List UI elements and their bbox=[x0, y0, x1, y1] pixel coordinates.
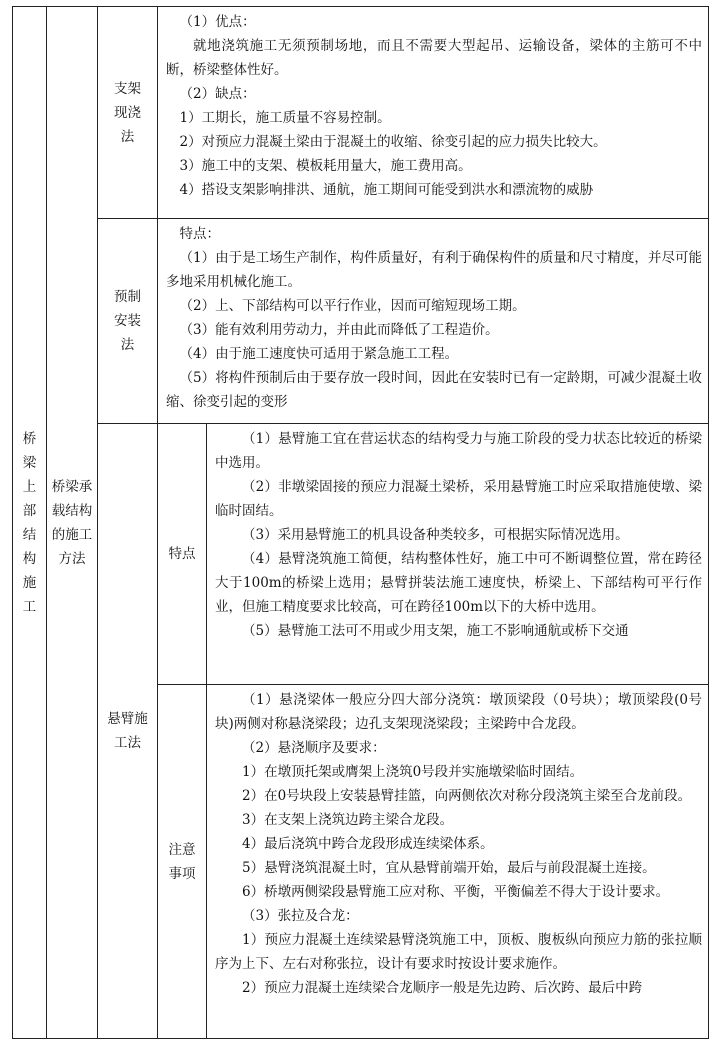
text-line: 3）在支架上浇筑边跨主梁合龙段。 bbox=[242, 812, 454, 828]
text-line: 3）施工中的支架、模板耗用量大，施工费用高。 bbox=[179, 158, 472, 174]
text-line: （2）非墩梁固接的预应力混凝土梁桥，采用悬臂施工时应采取措施使墩、梁临时固结。 bbox=[215, 479, 702, 519]
text-line: 1）工期长，施工质量不容易控制。 bbox=[179, 110, 391, 126]
method-label-yuzhi: 预制安装法 bbox=[114, 289, 141, 353]
text-line: （2）缺点： bbox=[179, 86, 256, 102]
text-line: 6）桥墩两侧梁段悬臂施工应对称、平衡，平衡偏差不得大于设计要求。 bbox=[242, 884, 670, 900]
method-label-cell bbox=[98, 7, 158, 219]
sub-label-zhuyi: 注意事项 bbox=[168, 841, 196, 882]
text-line: 1）在墩顶托架或膺架上浇筑0号段并实施墩梁临时固结。 bbox=[242, 764, 584, 780]
text-line: 4）搭设支架影响排洪、通航，施工期间可能受到洪水和漂流物的威胁 bbox=[179, 182, 594, 198]
sub-content-zhuyi bbox=[207, 685, 709, 1039]
text-line: （3）能有效利用劳动力，并由此而降低了工程造价。 bbox=[179, 322, 499, 338]
text-line: 1）预应力混凝土连续梁悬臂浇筑施工中，顶板、腹板纵向预应力筋的张拉顺序为上下、左右对称张拉，设计有要求时按设计要求施作。 bbox=[215, 932, 702, 972]
method-content-yuzhi bbox=[158, 219, 709, 424]
text-line: 2）预应力混凝土连续梁合龙顺序一般是先边跨、后次跨、最后中跨 bbox=[242, 980, 643, 996]
text-line: （1）优点： bbox=[179, 14, 256, 30]
sub-content-tedian bbox=[207, 424, 709, 685]
method-label-cell bbox=[98, 219, 158, 424]
sub-label-cell bbox=[158, 685, 207, 1039]
text-line: （3）张拉及合龙： bbox=[242, 908, 359, 924]
category-label: 桥梁上部结构施工 bbox=[22, 430, 37, 615]
method-label-cell bbox=[98, 424, 158, 1039]
subcategory-cell bbox=[47, 7, 98, 1039]
text-line: 2）在0号块段上安装悬臂挂篮，向两侧依次对称分段浇筑主梁至合龙前段。 bbox=[242, 788, 692, 804]
text-line: 就地浇筑施工无须预制场地，而且不需要大型起吊、运输设备，梁体的主筋可不中断，桥梁整体性好。 bbox=[166, 38, 702, 78]
text-line: （1）悬浇梁体一般应分四大部分浇筑：墩顶梁段（0号块）；墩顶梁段(0号块)两侧对称悬浇梁段；边孔支架现浇梁段；主梁跨中合龙段。 bbox=[215, 692, 702, 732]
sub-label-cell bbox=[158, 424, 207, 685]
text-line: 4）最后浇筑中跨合龙段形成连续梁体系。 bbox=[242, 836, 494, 852]
text-line: 5）悬臂浇筑混凝土时，宜从悬臂前端开始，最后与前段混凝土连接。 bbox=[242, 860, 656, 876]
text-line: （4）由于施工速度快可适用于紧急施工工程。 bbox=[179, 346, 459, 362]
method-label-xuanbi: 悬臂施工法 bbox=[107, 711, 148, 751]
text-line: 2）对预应力混凝土梁由于混凝土的收缩、徐变引起的应力损失比较大。 bbox=[179, 134, 607, 150]
text-line: （3）采用悬臂施工的机具设备种类较多，可根据实际情况选用。 bbox=[242, 527, 629, 543]
subcategory-label: 桥梁承载结构的施工方法 bbox=[51, 478, 93, 567]
text-line: 特点： bbox=[179, 226, 220, 242]
text-line: （5）将构件预制后由于要存放一段时间，因此在安装时已有一定龄期，可减少混凝土收缩、徐变引起的变形 bbox=[166, 370, 702, 410]
sub-label-tedian: 特点 bbox=[168, 546, 196, 562]
construction-methods-table bbox=[12, 6, 709, 1039]
text-line: （1）由于是工场生产制作，构件质量好，有利于确保构件的质量和尺寸精度，并尽可能多地采用机械化施工。 bbox=[166, 250, 702, 290]
method-content-zhijia bbox=[158, 7, 709, 219]
text-line: （4）悬臂浇筑施工简便，结构整体性好，施工中可不断调整位置，常在跨径大于100m的桥梁上选用；悬臂拼装法施工速度快，桥梁上、下部结构可平行作业，但施工精度要求比较高，可在跨径100m以下的大桥中选用。 bbox=[215, 551, 702, 615]
category-cell bbox=[13, 7, 47, 1039]
text-line: （2）悬浇顺序及要求： bbox=[242, 740, 386, 756]
text-line: （2）上、下部结构可以平行作业，因而可缩短现场工期。 bbox=[179, 298, 526, 314]
text-line: （5）悬臂施工法可不用或少用支架，施工不影响通航或桥下交通 bbox=[242, 623, 629, 639]
method-label-zhijia: 支架现浇法 bbox=[114, 80, 141, 145]
text-line: （1）悬臂施工宜在营运状态的结构受力与施工阶段的受力状态比较近的桥梁中选用。 bbox=[215, 431, 702, 471]
